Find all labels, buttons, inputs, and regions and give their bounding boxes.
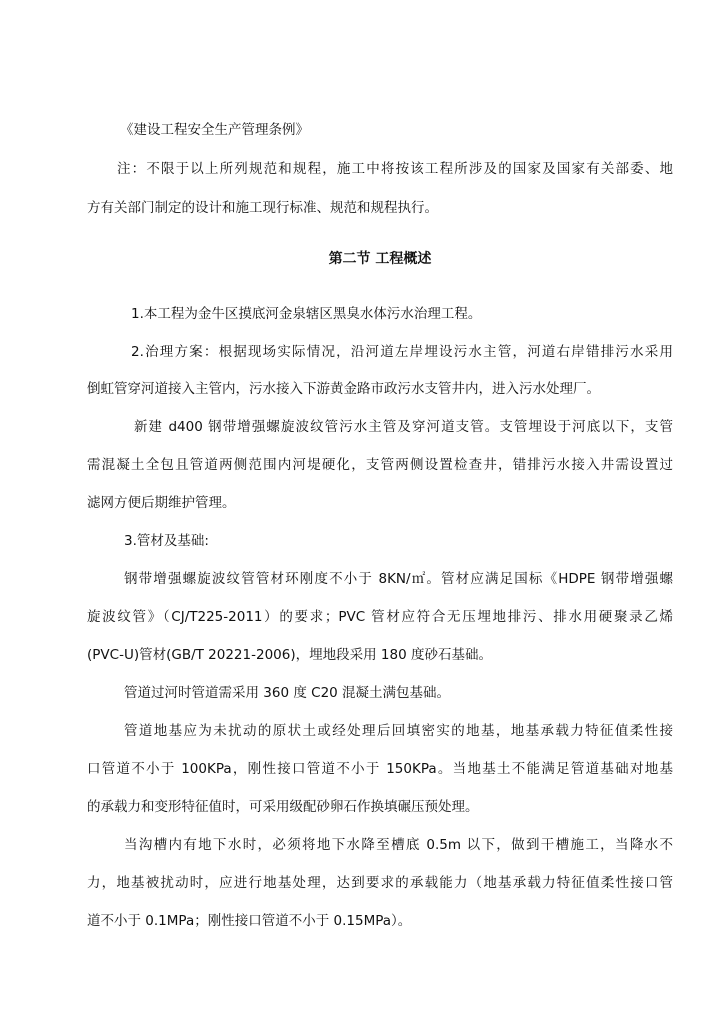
paragraph-line-item-3: 3.管材及基础:: [124, 533, 209, 549]
paragraph-line-foundation-1: 管道地基应为未扰动的原状土或经处理后回填密实的地基，地基承载力特征值柔性接: [124, 723, 673, 739]
section-heading: 第二节 工程概述: [328, 251, 432, 267]
paragraph-line-item-1: 1.本工程为金牛区摸底河金泉辖区黑臭水体污水治理工程。: [131, 306, 482, 322]
paragraph-line-item-2a: 2.治理方案：根据现场实际情况，沿河道左岸埋设污水主管，河道右岸错排污水采用: [131, 344, 673, 360]
paragraph-line-new-pipe-3: 滤网方便后期维护管理。: [87, 495, 236, 511]
paragraph-line-foundation-2: 口管道不小于 100KPa，刚性接口管道不小于 150KPa。当地基土不能满足管道基础对地基: [87, 761, 673, 777]
paragraph-line-new-pipe-2: 需混凝土全包且管道两侧范围内河堤硬化，支管两侧设置检查井，错排污水接入井需设置过: [87, 457, 673, 473]
paragraph-line-note-1: 注：不限于以上所列规范和规程，施工中将按该工程所涉及的国家及国家有关部委、地: [117, 161, 673, 177]
paragraph-line-new-pipe-1: 新建 d400 钢带增强螺旋波纹管污水主管及穿河道支管。支管埋设于河底以下，支管: [134, 419, 673, 435]
paragraph-line-foundation-3: 的承载力和变形特征值时，可采用级配砂卵石作换填碾压预处理。: [87, 799, 479, 815]
paragraph-line-river-crossing: 管道过河时管道需采用 360 度 C20 混凝土满包基础。: [124, 685, 451, 701]
paragraph-line-regulation: 《建设工程安全生产管理条例》: [120, 122, 309, 138]
paragraph-line-note-2: 方有关部门制定的设计和施工现行标准、规范和规程执行。: [87, 200, 438, 216]
paragraph-line-material-3: (PVC-U)管材(GB/T 20221-2006)，埋地段采用 180 度砂石基础。: [87, 647, 492, 663]
paragraph-line-material-1: 钢带增强螺旋波纹管管材环刚度不小于 8KN/㎡。管材应满足国标《HDPE 钢带增强螺: [124, 571, 673, 587]
paragraph-line-groundwater-3: 道不小于 0.1MPa；刚性接口管道不小于 0.15MPa）。: [87, 913, 412, 929]
paragraph-line-groundwater-1: 当沟槽内有地下水时，必须将地下水降至槽底 0.5m 以下，做到干槽施工，当降水不: [124, 837, 673, 853]
paragraph-line-groundwater-2: 力，地基被扰动时，应进行地基处理，达到要求的承载能力（地基承载力特征值柔性接口管: [87, 875, 673, 891]
paragraph-line-item-2b: 倒虹管穿河道接入主管内，污水接入下游黄金路市政污水支管井内，进入污水处理厂。: [87, 381, 600, 397]
paragraph-line-material-2: 旋波纹管》（CJ/T225-2011）的要求；PVC 管材应符合无压埋地排污、排水用硬聚录乙烯: [87, 609, 673, 625]
